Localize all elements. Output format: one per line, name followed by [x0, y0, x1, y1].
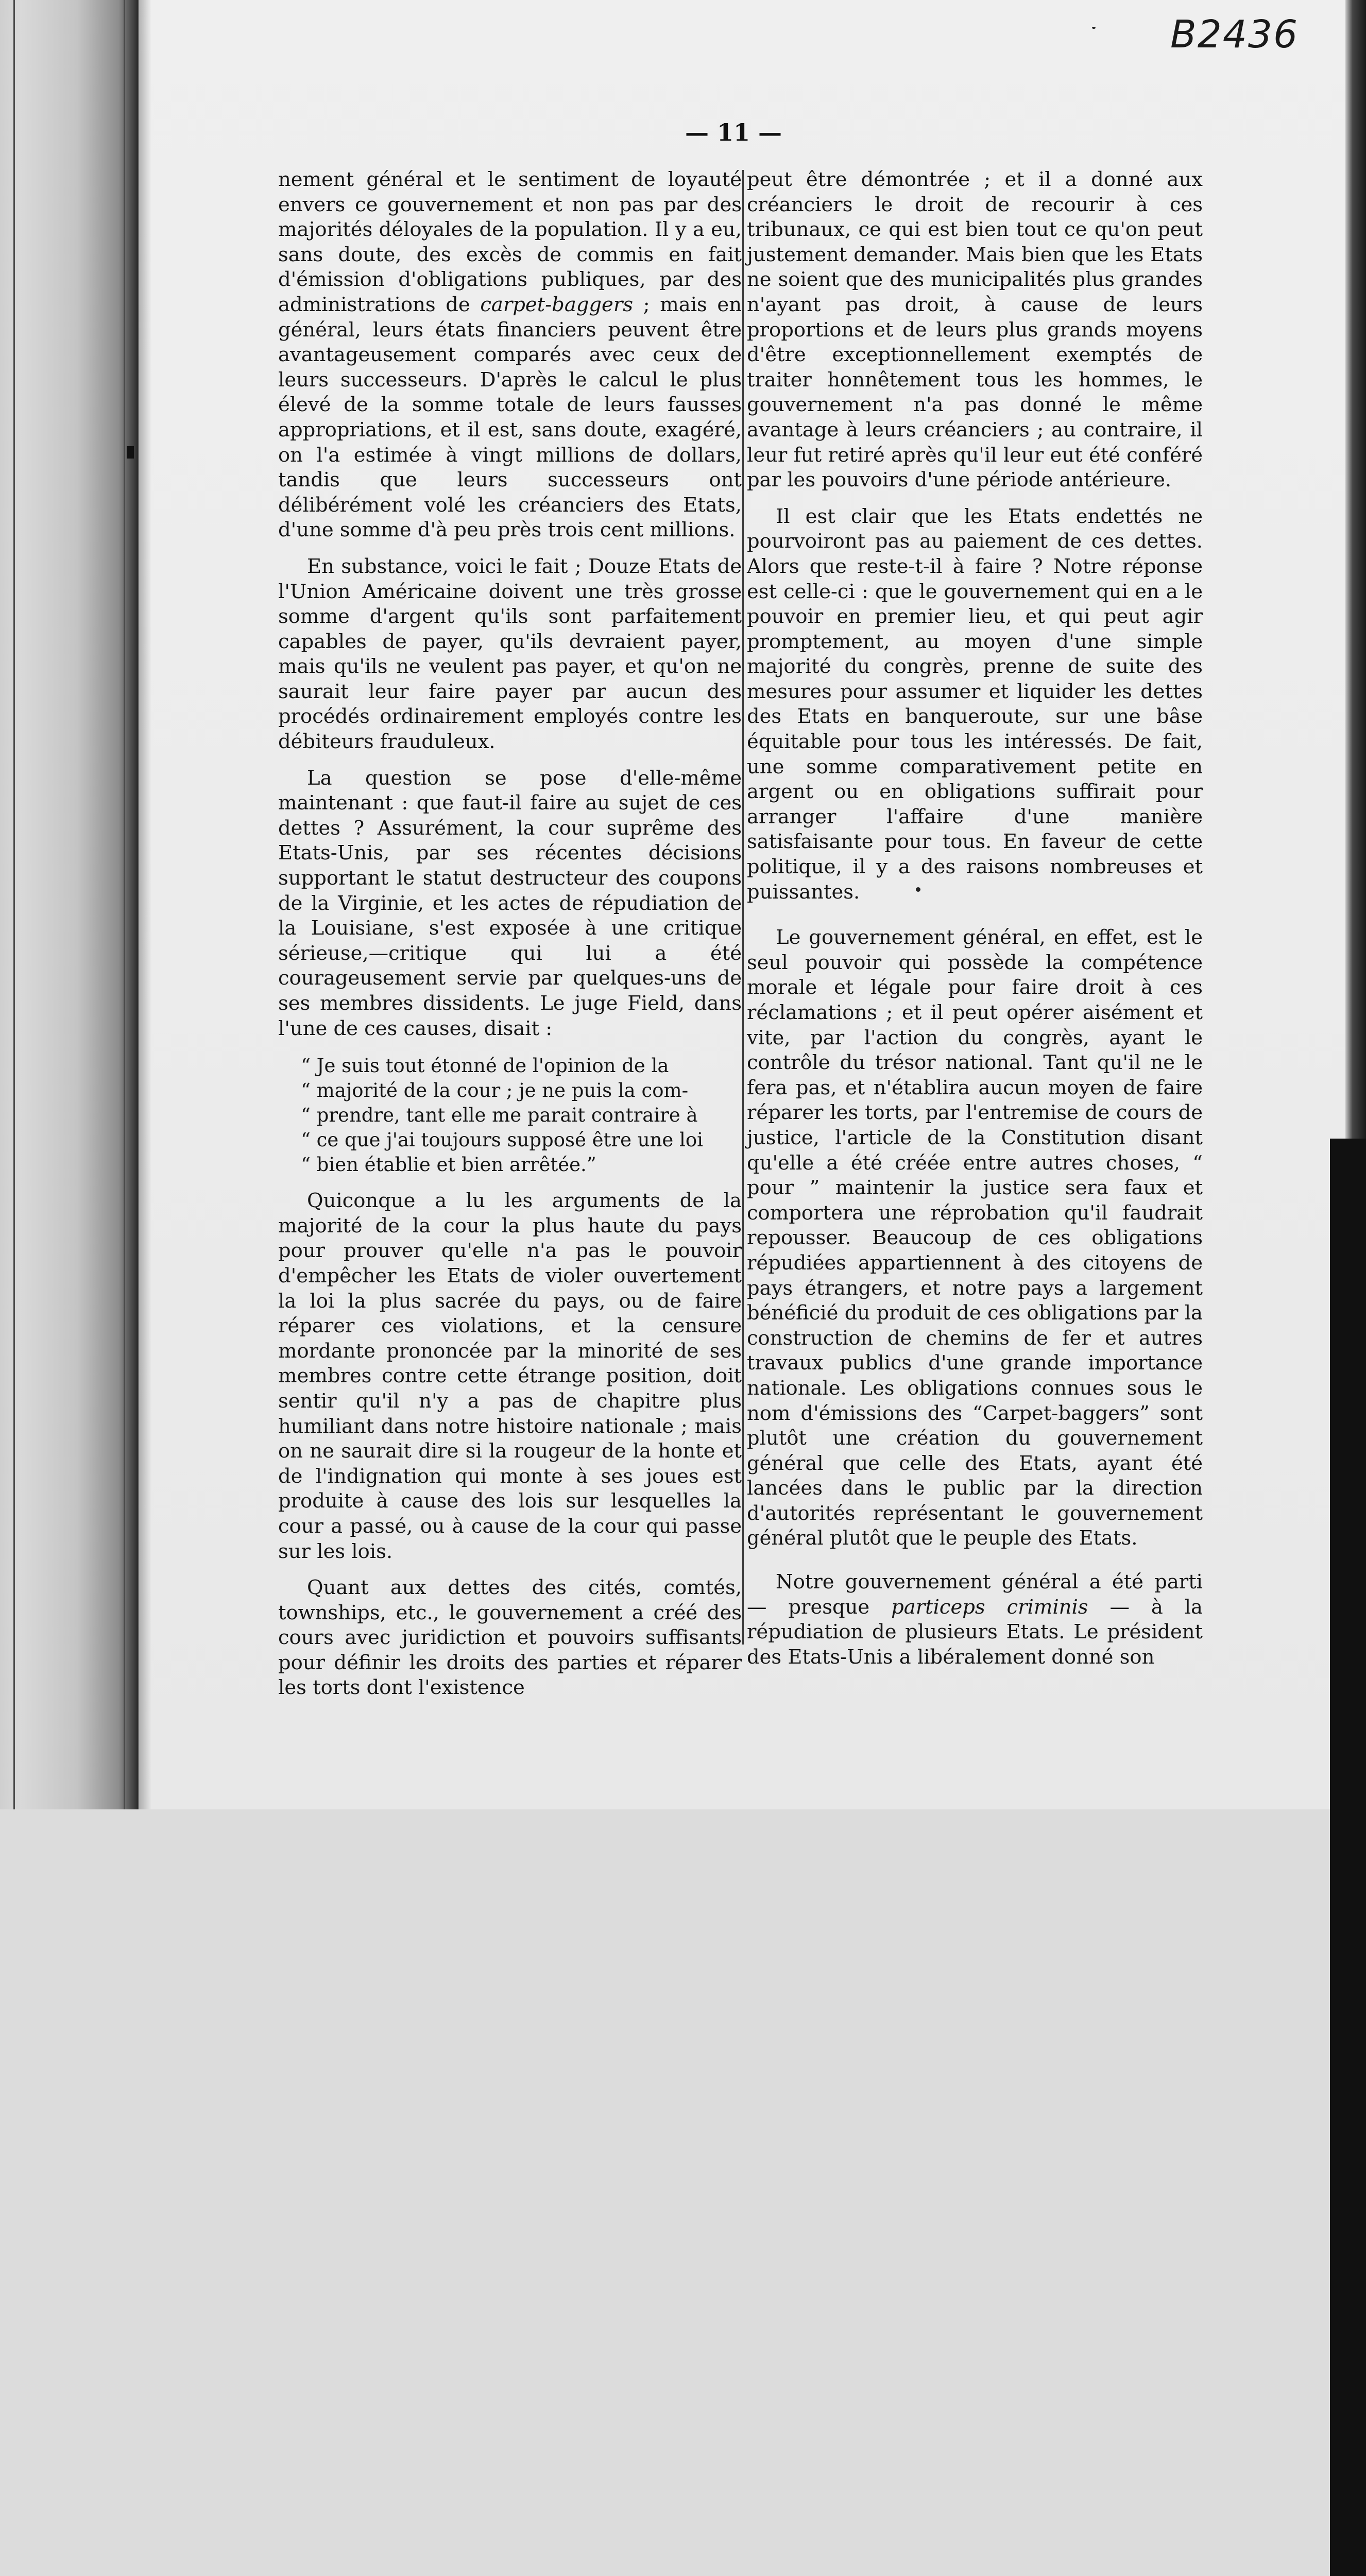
- quote-line: “ majorité de la cour ; je ne puis la com-: [301, 1079, 689, 1102]
- paragraph: La question se pose d'elle-même maintenant : que faut-il faire au sujet de ces dettes ? Assurément, la cour suprême des Etats-Unis, par ses récentes décisions supportant le statut destructeur des coupons de la Virginie, et les actes de répudiation de la Louisiane, s'est exposée à une critique sérieuse,—critique qui lui a été courageusement servie par quelques-uns de ses membres dissidents. Le juge Field, dans l'une de ces causes, disait :: [278, 766, 742, 1040]
- italic-term: carpet-baggers: [480, 293, 634, 316]
- paragraph: peut être démontrée ; et il a donné aux créanciers le droit de recourir à ces tribunaux, ce qui est bien tout ce qu'on peut justement demander. Mais bien que les Etats ne soient que des municipalités plus grandes n'ayant pas droit, à cause de leurs proportions et de leurs plus grands moyens d'être exceptionnellement exemptés de traiter honnêtement tous les hommes, le gouvernement n'a pas donné le même avantage à leurs créanciers ; au contraire, il leur fut retiré après qu'il leur eut été conféré par les pouvoirs d'une période antérieure.: [747, 168, 1203, 492]
- quote-line: “ Je suis tout étonné de l'opinion de la: [301, 1055, 669, 1077]
- catalog-number: B2436: [1170, 12, 1299, 57]
- paragraph-text: — à la répudiation de plusieurs Etats. Le président des Etats-Unis a libéralement donné son: [747, 1595, 1203, 1669]
- quote-line: “ bien établie et bien arrêtée.”: [301, 1154, 596, 1176]
- paragraph: En substance, voici le fait ; Douze Etats de l'Union Américaine doivent une très grosse somme d'argent qu'ils sont parfaitement capables de payer, qu'ils devraient payer, mais qu'ils ne veulent pas payer, et qu'on ne saurait leur faire payer par aucun des procédés ordinairement employés contre les débiteurs frauduleux.: [278, 554, 742, 754]
- ink-speck: [916, 887, 920, 892]
- column-divider: [742, 170, 744, 1645]
- paragraph-text: Notre gouvernement général a été parti — presque: [747, 1570, 1203, 1619]
- gutter-line: [124, 0, 125, 1809]
- quote-line: “ prendre, tant elle me parait contraire à: [301, 1104, 698, 1127]
- tick-mark: [127, 446, 134, 459]
- paragraph: [747, 1570, 1203, 1670]
- quotation: [301, 1054, 742, 1177]
- italic-term: particeps criminis: [891, 1595, 1088, 1619]
- page-shadow: [139, 0, 151, 1809]
- paragraph: Quant aux dettes des cités, comtés, townships, etc., le gouvernement a créé des cours avec juridiction et pouvoirs suffisants pour définir les droits des parties et réparer les torts dont l'existence: [278, 1576, 742, 1700]
- paragraph: Le gouvernement général, en effet, est le seul pouvoir qui possède la compétence morale et légale pour faire droit à ces réclamations ; et il peut opérer aisément et vite, par l'action du congrès, ayant le contrôle du trésor national. Tant qu'il ne le fera pas, et n'établira aucun moyen de faire réparer les torts, par l'entremise de cours de justice, l'article de la Constitution disant qu'elle a été créée entre autres choses, “ pour ” maintenir la justice sera faux et comportera une réprobation qu'il faudrait repousser. Beaucoup de ces obligations répudiées appartiennent à des citoyens de pays étrangers, et notre pays a largement bénéficié du produit de ces obligations par la construction de chemins de fer et autres travaux publics d'une grande importance nationale. Les obligations connues sous le nom d'émissions des “Carpet-baggers” sont plutôt une création du gouvernement général que celle des Etats, ayant été lancées dans le public par la direction d'autorités représentant le gouvernement général plutôt que le peuple des Etats.: [747, 926, 1203, 1550]
- quote-line: “ ce que j'ai toujours supposé être une loi: [301, 1129, 703, 1151]
- ink-speck: [1092, 27, 1096, 29]
- gutter-line: [13, 0, 15, 1809]
- binding-gutter: [0, 0, 139, 1809]
- paragraph: Quiconque a lu les arguments de la majorité de la cour la plus haute du pays pour prouver qu'elle n'a pas le pouvoir d'empêcher les Etats de violer ouvertement la loi la plus sacrée du pays, ou de faire réparer ces violations, et la censure mordante prononcée par la minorité de ses membres contre cette étrange position, doit sentir qu'il n'y a pas de chapitre plus humiliant dans notre histoire nationale ; mais on ne saurait dire si la rougeur de la honte et de l'indignation qui monte à ses joues est produite à cause des lois sur lesquelles la cour a passé, ou à cause de la cour qui passe sur les lois.: [278, 1189, 742, 1563]
- paragraph: [278, 167, 742, 543]
- page-edge-damage: [1330, 1139, 1366, 2576]
- left-column: [278, 167, 742, 1701]
- paragraph-text: nement général et le sentiment de loyauté envers ce gouvernement et non pas par des majorités déloyales de la population. Il y a eu, sans doute, des excès de commis en fait d'émission d'obligations publiques, par des administrations de: [278, 168, 742, 316]
- right-column: [747, 167, 1203, 1670]
- paragraph-text: ; mais en général, leurs états financiers peuvent être avantageusement comparés avec ceux de leurs successeurs. D'après le calcul le plus élevé de la somme totale de leurs fausses appropriations, et il est, sans doute, exagéré, on l'a estimée à vingt millions de dollars, tandis que leurs successeurs ont délibérément volé les créanciers des Etats, d'une somme d'à peu près trois cent millions.: [278, 293, 742, 542]
- paragraph: Il est clair que les Etats endettés ne pourvoiront pas au paiement de ces dettes. Alors que reste-t-il à faire ? Notre réponse est celle-ci : que le gouvernement qui en a le pouvoir en premier lieu, et qui peut agir promptement, au moyen d'une simple majorité du congrès, prenne de suite des mesures pour assumer et liquider les dettes des Etats en banqueroute, sur une bâse équitable pour tous les intéressés. De fait, une somme comparativement petite en argent ou en obligations suffirait pour arranger l'affaire d'une manière satisfaisante pour tous. En faveur de cette politique, il y a des raisons nombreuses et puissantes.: [747, 504, 1203, 904]
- page-number: — 11 —: [685, 118, 782, 146]
